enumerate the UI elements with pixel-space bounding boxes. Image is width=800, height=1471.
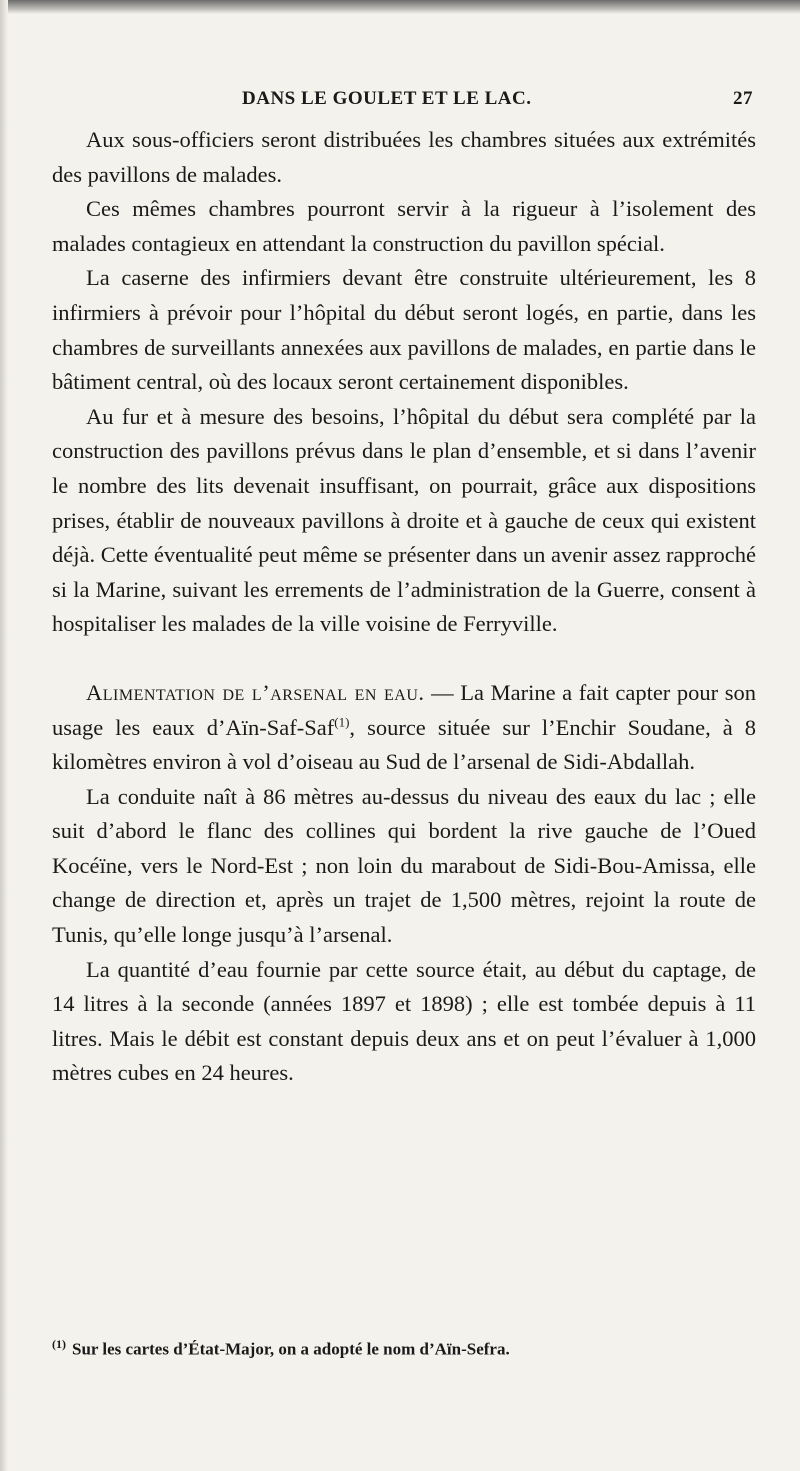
footnote-mark: (1) bbox=[52, 1337, 66, 1351]
section-heading: Alimentation de l’arsenal en eau. bbox=[86, 679, 425, 705]
scan-left-edge bbox=[0, 0, 8, 1471]
paragraph-6: La conduite naît à 86 mètres au-dessus du niveau des eaux du lac ; elle suit d’abord le flanc des collines qui bordent la rive gauche de l’Oued Kocéïne, vers le Nord-Est ; non loin du marabout de Sidi-Bou-Amissa, elle change de direction et, après un trajet de 1,500 mètres, rejoint la route de Tunis, qu’elle longe jusqu’à l’arsenal. bbox=[52, 783, 756, 948]
footnote-reference: (1) bbox=[334, 714, 350, 729]
paragraph-3: La caserne des infirmiers devant être construite ultérieurement, les 8 infirmiers à prévoir pour l’hôpital du début seront logés, en partie, dans les chambres de surveillants annexées aux pavillons de malades, en partie dans le bâtiment central, où des locaux seront certainement disponibles. bbox=[52, 265, 756, 395]
paragraph-5 bbox=[52, 676, 756, 780]
page-header bbox=[0, 84, 800, 114]
paragraph-4: Au fur et à mesure des besoins, l’hôpital du début sera complété par la construction des pavillons prévus dans le plan d’ensemble, et si dans l’avenir le nombre des lits devenait insuffisant, on pourrait, grâce aux dispositions prises, établir de nouveaux pavillons à droite et à gauche de ceux qui existent déjà. Cette éventualité peut même se présenter dans un avenir assez rapproché si la Marine, suivant les errements de l’administration de la Guerre, consent à hospitaliser les malades de la ville voisine de Ferryville. bbox=[52, 403, 756, 637]
heading-dash: — bbox=[424, 679, 461, 705]
page-body bbox=[52, 123, 756, 1091]
page-number: 27 bbox=[733, 88, 753, 109]
paragraph-5-text: La Marine a fait capter pour son usage les eaux d’Aïn-Saf-Saf bbox=[52, 679, 757, 740]
paragraph-7: La quantité d’eau fournie par cette source était, au début du captage, de 14 litres à la seconde (années 1897 et 1898) ; elle est tombée depuis à 11 litres. Mais le débit est constant depuis deux ans et on peut l’évaluer à 1,000 mètres cubes en 24 heures. bbox=[52, 956, 756, 1086]
paragraph-2: Ces mêmes chambres pourront servir à la rigueur à l’isolement des malades contagieux en attendant la construction du pavillon spécial. bbox=[52, 196, 756, 256]
footnote-text: Sur les cartes d’État-Major, on a adopté le nom d’Aïn-Sefra. bbox=[72, 1339, 510, 1359]
scan-top-edge bbox=[0, 0, 800, 14]
paragraph-1: Aux sous-officiers seront distribuées les chambres situées aux extrémités des pavillons de malades. bbox=[52, 127, 756, 187]
running-title: DANS LE GOULET ET LE LAC. bbox=[242, 88, 532, 109]
paragraph-5-text-cont: , source située sur l’Enchir Soudane, à 8 kilomètres environ à vol d’oiseau au Sud de l’arsenal de Sidi-Abdallah. bbox=[52, 714, 756, 775]
footnote bbox=[52, 1337, 756, 1360]
